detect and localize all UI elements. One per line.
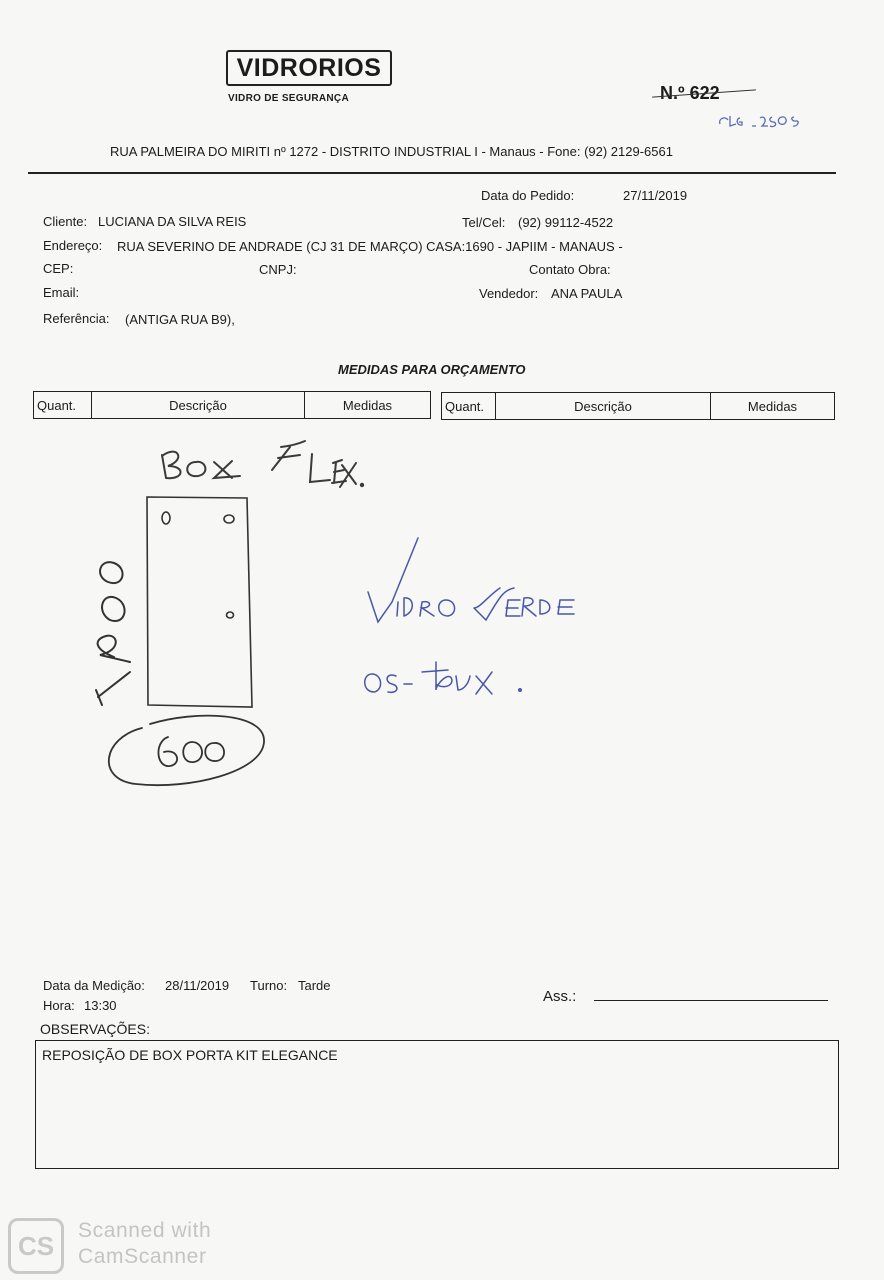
contact-label: Contato Obra: — [529, 262, 611, 277]
watermark-line-2: CamScanner — [78, 1245, 207, 1268]
signature-label: Ass.: — [543, 988, 577, 1005]
client-value: LUCIANA DA SILVA REIS — [98, 214, 247, 229]
col-measures: Medidas — [747, 398, 798, 414]
order-number: N.º 622 — [660, 83, 720, 103]
col-description: Descrição — [496, 393, 711, 419]
time-value: 13:30 — [84, 998, 117, 1013]
handwritten-box-flex — [162, 441, 363, 487]
handwritten-width-600 — [109, 716, 264, 786]
email-label: Email: — [43, 285, 80, 300]
cnpj-label: CNPJ: — [259, 262, 297, 277]
handwritten-extra-spec — [365, 662, 521, 694]
phone-value: (92) 99112-4522 — [518, 215, 614, 230]
client-label: Cliente: — [43, 214, 88, 229]
signature-line — [594, 1000, 828, 1001]
camscanner-watermark — [78, 1218, 211, 1270]
observations-label: OBSERVAÇÕES: — [40, 1021, 150, 1037]
col-measures: Medidas — [342, 397, 393, 413]
handwritten-height-1900 — [96, 562, 130, 705]
address-value: RUA SEVERINO DE ANDRADE (CJ 31 DE MARÇO) CASA:1690 - JAPIIM - MANAUS - — [117, 239, 623, 254]
handwritten-glass-spec — [368, 538, 574, 622]
cep-label: CEP: — [43, 261, 74, 276]
seller-label: Vendedor: — [479, 286, 539, 301]
col-quantity: Quant. — [34, 392, 92, 418]
seller-value: ANA PAULA — [551, 286, 623, 301]
company-logo: VIDRORIOS — [226, 50, 392, 86]
door-panel-drawing — [147, 497, 252, 707]
measurements-title: MEDIDAS PARA ORÇAMENTO — [338, 362, 526, 377]
observations-box — [35, 1040, 839, 1169]
observations-text: REPOSIÇÃO DE BOX PORTA KIT ELEGANCE — [42, 1047, 338, 1063]
reference-label: Referência: — [43, 311, 110, 326]
order-date-label: Data do Pedido: — [481, 188, 575, 203]
reference-value: (ANTIGA RUA B9), — [125, 312, 235, 327]
col-description: Descrição — [92, 392, 305, 418]
col-quantity: Quant. — [442, 393, 496, 419]
company-address: RUA PALMEIRA DO MIRITI nº 1272 - DISTRITO INDUSTRIAL I - Manaus - Fone: (92) 2129-6561 — [110, 144, 673, 159]
measure-date-value: 28/11/2019 — [165, 978, 230, 993]
camscanner-logo: CS — [8, 1218, 64, 1274]
shift-label: Turno: — [250, 978, 288, 993]
time-label: Hora: — [43, 998, 75, 1013]
watermark-line-1: Scanned with — [78, 1219, 212, 1242]
shift-value: Tarde — [298, 978, 331, 993]
phone-label: Tel/Cel: — [462, 215, 506, 230]
measure-date-label: Data da Medição: — [43, 978, 145, 993]
company-tagline: VIDRO DE SEGURANÇA — [228, 93, 349, 104]
address-label: Endereço: — [43, 238, 103, 253]
order-date-value: 27/11/2019 — [623, 188, 688, 203]
